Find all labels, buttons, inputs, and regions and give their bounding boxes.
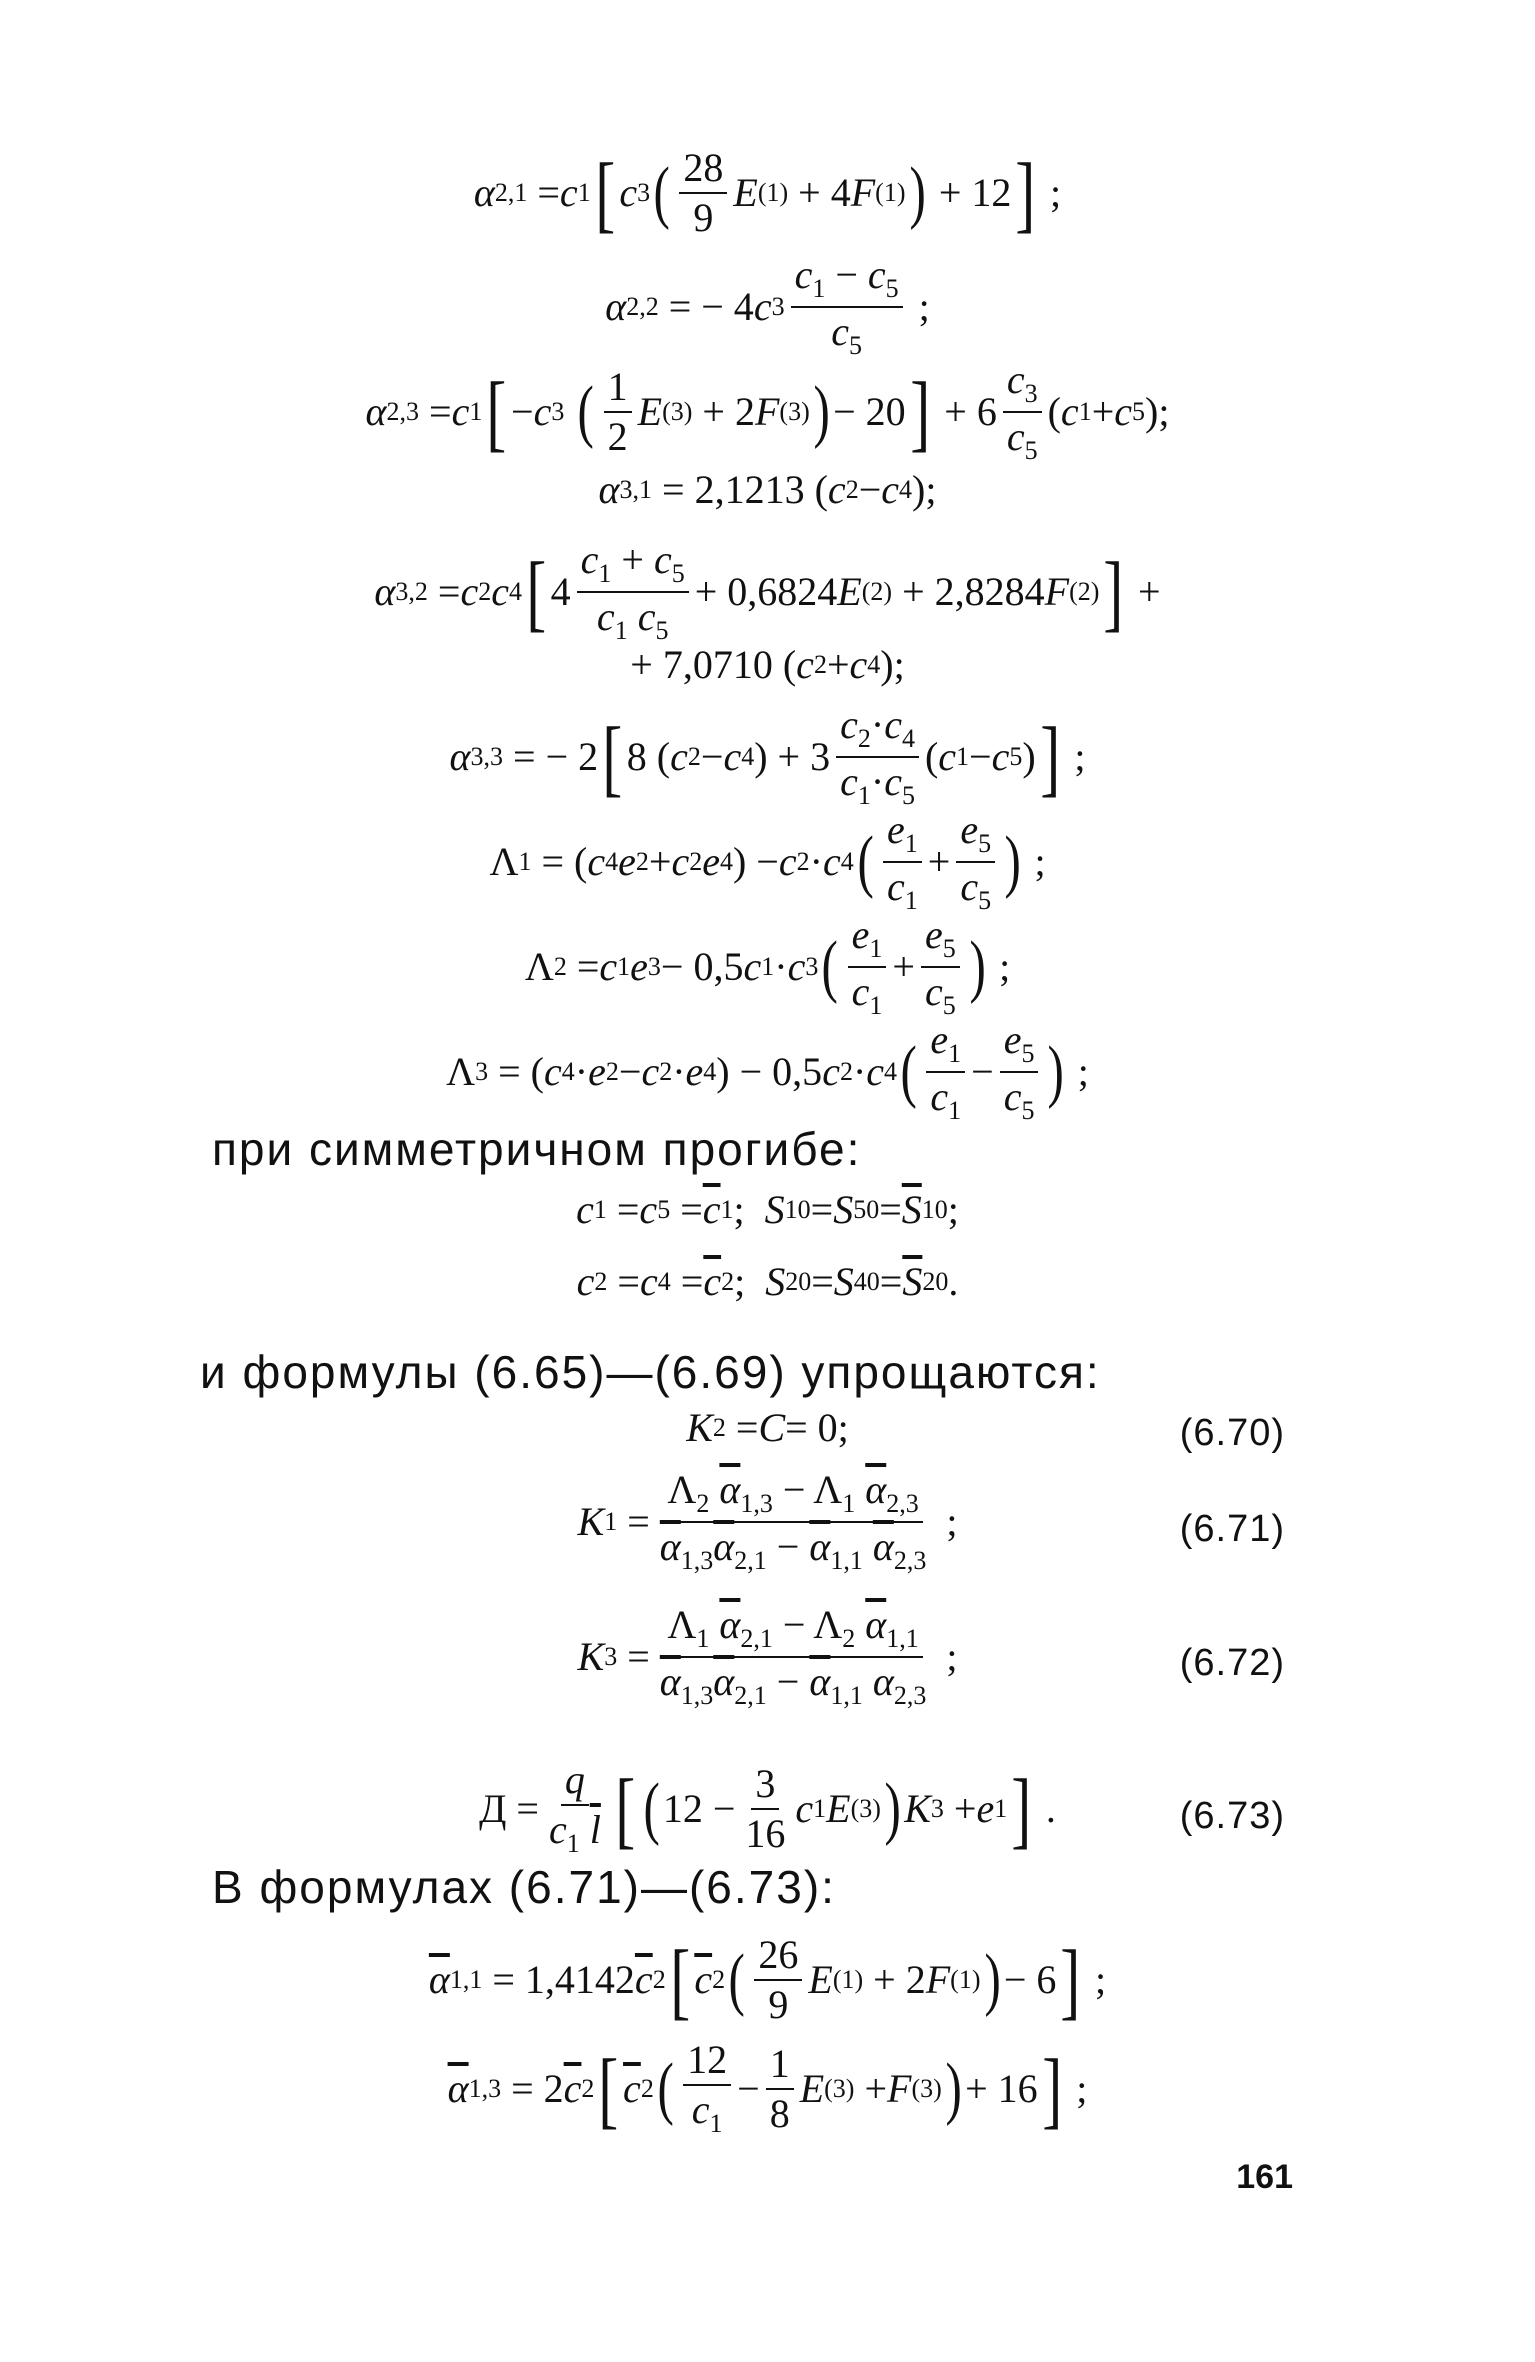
equation-alpha-3-2-cont: + 7,0710 ( c 2 + c 4 ); bbox=[630, 642, 905, 687]
equation-lambda-3: Λ 3 = ( c 4 · e 2 − c 2 · e 4 ) − 0,5 c 2 · c 4 ( $\frac{e_1}{c_1}$ − $\frac{e_5}{c_5}$ ) ; bbox=[446, 1017, 1089, 1125]
equation-K1: K 1 = $\frac{\Lambda_2 \overline{\alpha}_{1,3} - \Lambda_1 \overline{\alpha}_{2,3}}{\overline{\alpha}_{1,3}\overline{\alpha}_{2,1} - \overline{\alpha}_{1,1} \overline{\alpha}_{2,3}}$ ; bbox=[577, 1467, 958, 1575]
symmetric-heading: при симметричном прогибе: bbox=[212, 1123, 862, 1175]
equation-K3: K 3 = $\frac{\Lambda_1 \overline{\alpha}_{2,1} - \Lambda_2 \overline{\alpha}_{1,1}}{\overline{\alpha}_{1,3}\overline{\alpha}_{2,1} - \overline{\alpha}_{1,1} \alpha_{2,3}}$ ; bbox=[577, 1602, 958, 1710]
equation-lambda-1: Λ 1 = ( c 4 e 2 + c 2 e 4 ) − c 2 · c 4 ( $\frac{e_1}{c_1}$ + $\frac{e_5}{c_5}$ ) ; bbox=[489, 807, 1046, 915]
equation-symmetric-2: c 2 = c 4 = $\overline{c}$ 2 ; S 2 0 = S 4 0 = $\overline{S}$ 2 0 . bbox=[576, 1259, 959, 1304]
equation-alpha-bar-1-3: $\overline{\alpha}$ 1,3 = 2 $\overline{c}$ 2 [ $\overline{c}$ 2 ( $\frac{12}{c_1}$ − $\frac{1}{8}$ E (3) + F (3) ) + 16 ] ; bbox=[447, 2037, 1088, 2138]
equation-alpha-2-3: α 2,3 = c 1 [ − c 3 ( $\frac{1}{2}$ E (3) + 2 F (3) ) − 20 ] + 6 $\frac{c_3}{c_5}$ ( c 1 + c 5 ); bbox=[365, 357, 1170, 465]
equation-lambda-2: Λ 2 = c 1 e 3 − 0,5 c 1 · c 3 ( $\frac{e_1}{c_1}$ + $\frac{e_5}{c_5}$ ) ; bbox=[524, 912, 1011, 1020]
equation-D: Д = $\frac{q}{c_1 \overline{l}}$ [ ( 12 − $\frac{3}{16}$ c 1 E (3) ) K 3 + e 1 ] . bbox=[479, 1757, 1056, 1858]
equation-number-6-71: (6.71) bbox=[1179, 1508, 1285, 1550]
simplify-line: и формулы (6.65)—(6.69) упрощаются: bbox=[200, 1346, 1101, 1398]
equation-symmetric-1: c 1 = c 5 = $\overline{c}$ 1 ; S 1 0 = S 5 0 = $\overline{S}$ 1 0 ; bbox=[576, 1187, 959, 1232]
equation-number-6-72: (6.72) bbox=[1179, 1642, 1285, 1684]
equation-K2: K 2 = C = 0; bbox=[686, 1405, 849, 1450]
equation-alpha-bar-1-1: $\overline{\alpha}$ 1,1 = 1,4142 $\overline{c}$ 2 [ $\overline{c}$ 2 ( $\frac{26}{9}$ E (1) + 2 F (1) ) − 6 ] ; bbox=[428, 1932, 1107, 2028]
page-number: 161 bbox=[1236, 2158, 1293, 2196]
equation-alpha-2-2: α 2,2 = − 4 c 3 $\frac{c_1 - c_5}{c_5}$ ; bbox=[605, 252, 930, 360]
equation-number-6-73: (6.73) bbox=[1179, 1795, 1285, 1837]
equation-alpha-3-3: α 3,3 = − 2 [ 8 ( c 2 − c 4 ) + 3 $\frac{c_2\cdot c_4}{c_1\cdot c_5}$ ( c 1 − c 5 ) ] ; bbox=[449, 702, 1086, 810]
equation-alpha-3-1: α 3,1 = 2,1213 ( c 2 − c 4 ); bbox=[598, 467, 937, 512]
in-formulas-line: В формулах (6.71)—(6.73): bbox=[212, 1861, 836, 1913]
equation-number-6-70: (6.70) bbox=[1179, 1412, 1285, 1454]
equation-alpha-2-1: α 2,1 = c 1 [ c 3 ( $\frac{28}{9}$ E (1) + 4 F (1) ) + 12 ] ; bbox=[473, 145, 1062, 241]
equation-alpha-3-2: α 3,2 = c 2 c 4 [ 4 $\frac{c_1 + c_5}{c_1 c_5}$ + 0,6824 E (2) + 2,8284 F (2) ] + bbox=[374, 537, 1161, 645]
